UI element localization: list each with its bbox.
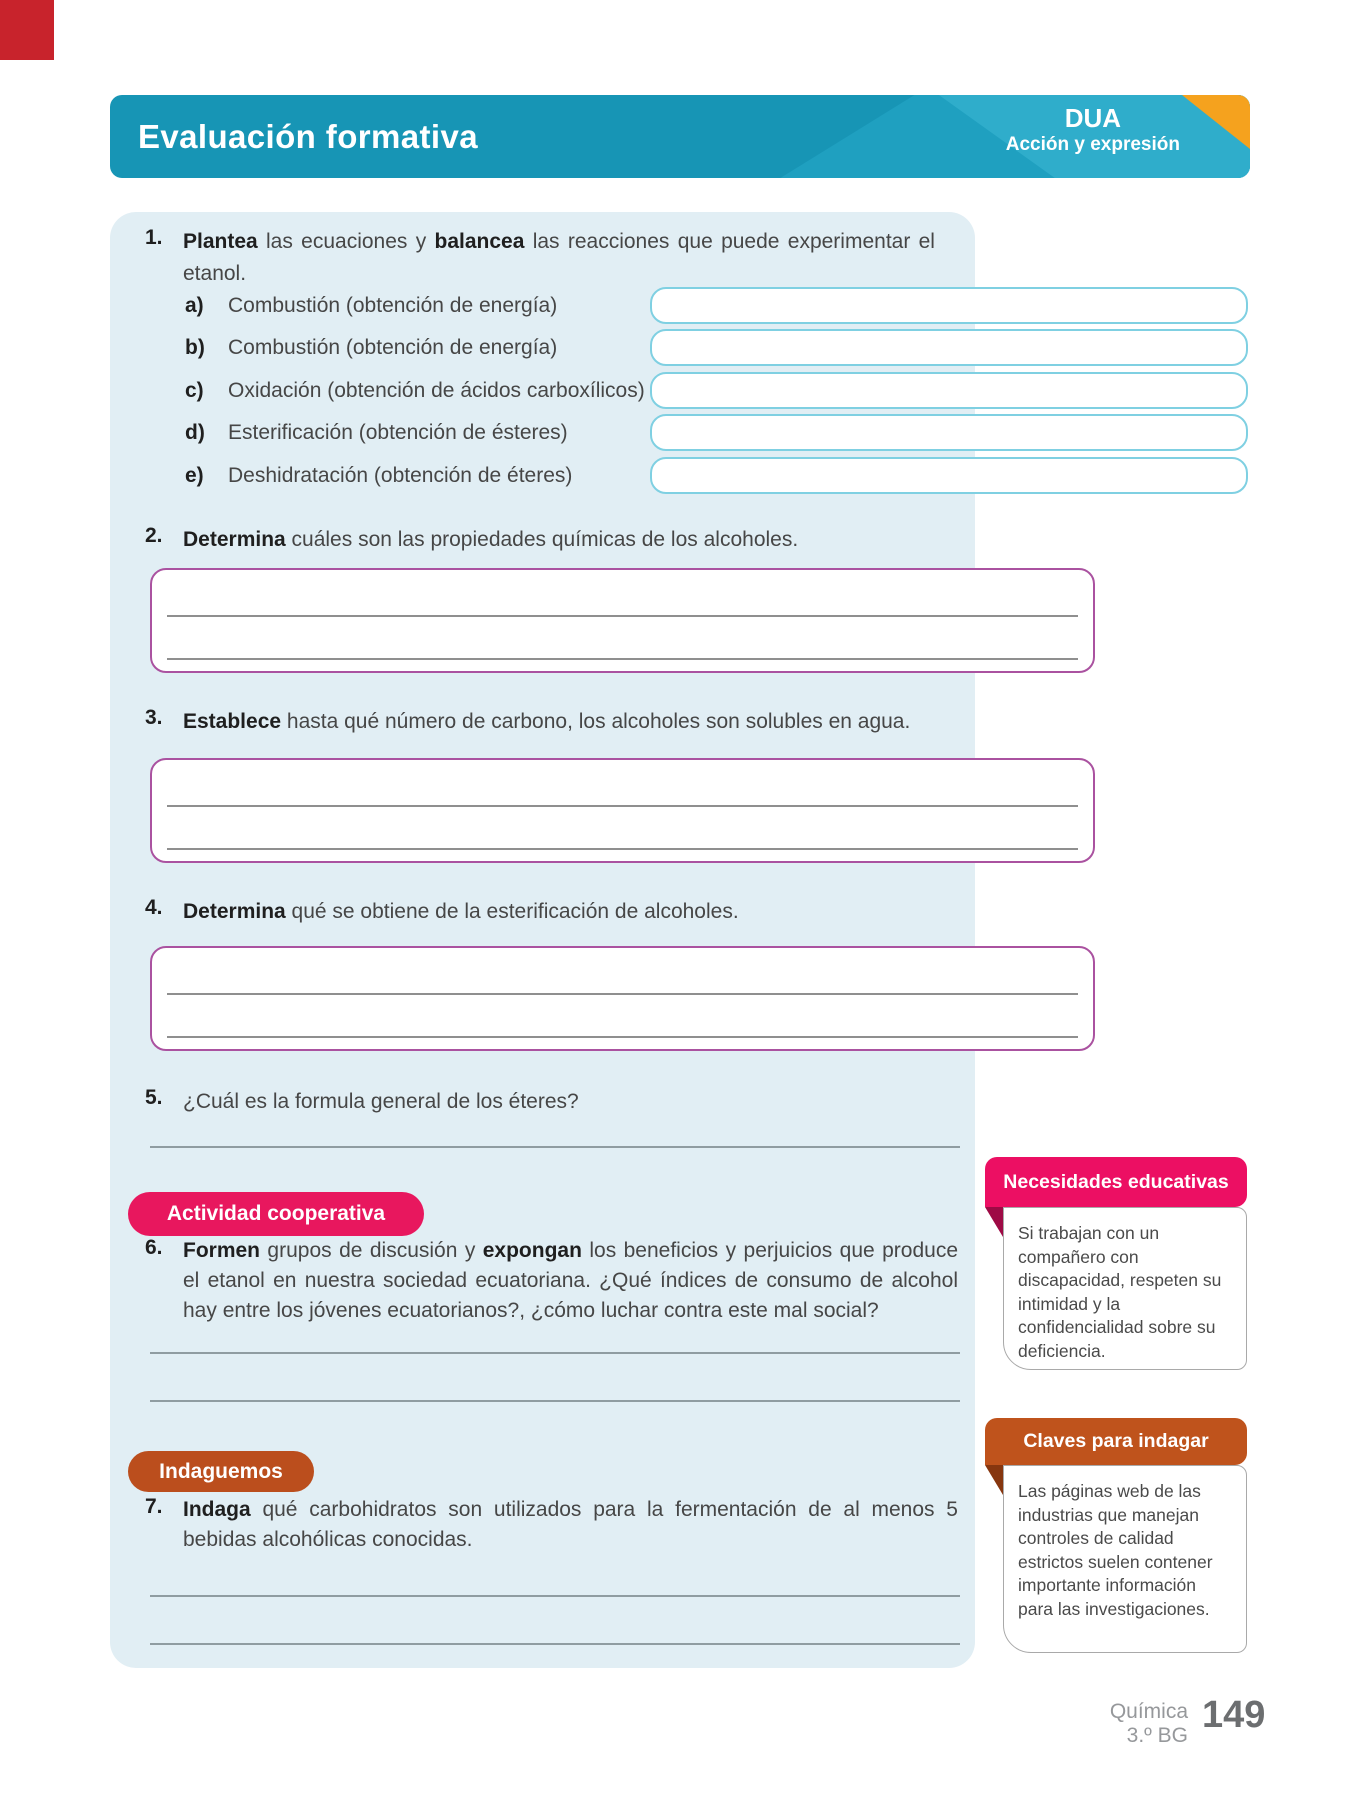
- question-1-bold-2: balancea: [434, 230, 525, 253]
- question-6-seg-1: grupos de discusión y: [260, 1239, 483, 1262]
- footer-subject-block: [1040, 1700, 1188, 1748]
- question-1-seg-1: las ecuaciones y: [257, 230, 435, 253]
- page-title: Evaluación formativa: [138, 117, 478, 155]
- question-5-text: [183, 1086, 935, 1118]
- item-a-text: Combustión (obtención de energía): [228, 294, 558, 317]
- question-7-text: [183, 1495, 958, 1555]
- question-4-answer-box[interactable]: [150, 946, 1095, 1051]
- question-7-seg: qué carbohidratos son utilizados para la fermentación de al menos 5 bebidas alcohólicas conocidas.: [183, 1498, 958, 1551]
- educational-needs-fold: [985, 1207, 1003, 1237]
- item-a-answer-box[interactable]: [650, 287, 1248, 324]
- footer-grade: 3.º BG: [1126, 1724, 1188, 1747]
- cooperative-activity-label: Actividad cooperativa: [166, 1202, 386, 1225]
- item-c-label: c): [185, 379, 204, 402]
- question-6-text: [183, 1236, 958, 1326]
- educational-needs-callout-header: [985, 1157, 1247, 1207]
- question-5-number: 5.: [145, 1086, 163, 1109]
- item-b-label: b): [185, 336, 205, 359]
- question-3-seg: hasta qué número de carbono, los alcoholes son solubles en agua.: [281, 710, 911, 733]
- header-band: [110, 95, 1250, 178]
- dua-subtitle: Acción y expresión: [1005, 133, 1180, 155]
- inquiry-keys-callout-header: [985, 1418, 1247, 1465]
- question-2-text: [183, 524, 935, 556]
- question-2-number: 2.: [145, 524, 163, 547]
- ruled-line: [167, 615, 1078, 617]
- question-6-answer-line-1[interactable]: [150, 1352, 960, 1354]
- question-3-answer-box[interactable]: [150, 758, 1095, 863]
- item-d-label: d): [185, 421, 205, 444]
- question-6-seg-2: los beneficios y perjuicios que produce el etanol en nuestra sociedad ecuatoriana. ¿Qué índices de consumo de alcohol hay entre los jóvenes ecuatorianos?, ¿cómo luchar contra este mal social?: [183, 1239, 959, 1322]
- question-1-seg-2: las reacciones que puede experimentar el etanol.: [183, 230, 935, 285]
- question-6-bold-2: expongan: [482, 1239, 582, 1262]
- inquiry-badge: [128, 1451, 314, 1492]
- inquiry-keys-title: Claves para indagar: [1023, 1430, 1209, 1452]
- question-3-bold: Establece: [183, 710, 282, 733]
- question-6-answer-line-2[interactable]: [150, 1400, 960, 1402]
- educational-needs-text: Si trabajan con un compañero con discapacidad, respeten su intimidad y la confidencialidad sobre su deficiencia.: [1018, 1223, 1222, 1361]
- item-e-answer-box[interactable]: [650, 457, 1248, 494]
- ruled-line: [167, 993, 1078, 995]
- ruled-line: [167, 805, 1078, 807]
- question-2-answer-box[interactable]: [150, 568, 1095, 673]
- cooperative-activity-badge: [128, 1192, 424, 1236]
- page-number: 149: [1202, 1694, 1266, 1736]
- question-1-text: [183, 226, 935, 290]
- question-7-bold: Indaga: [183, 1498, 251, 1521]
- item-e-text: Deshidratación (obtención de éteres): [228, 464, 573, 487]
- question-6-number: 6.: [145, 1236, 163, 1259]
- corner-print-mark: [0, 0, 54, 60]
- question-3-text: [183, 706, 935, 738]
- item-d-answer-box[interactable]: [650, 414, 1248, 451]
- question-4-text: [183, 896, 935, 928]
- dua-title: DUA: [1064, 103, 1122, 133]
- question-2-bold: Determina: [183, 528, 286, 551]
- item-a-label: a): [185, 294, 204, 317]
- inquiry-keys-fold: [985, 1465, 1003, 1495]
- question-4-seg: qué se obtiene de la esterificación de alcoholes.: [285, 900, 739, 923]
- inquiry-badge-label: Indaguemos: [159, 1459, 283, 1483]
- question-1-bold-1: Plantea: [183, 230, 258, 253]
- question-7-answer-line-1[interactable]: [150, 1595, 960, 1597]
- question-4-bold: Determina: [183, 900, 286, 923]
- inquiry-keys-text: Las páginas web de las industrias que manejan controles de calidad estrictos suelen contener importante información para las investigaciones.: [1018, 1481, 1213, 1619]
- inquiry-keys-body: [1003, 1465, 1247, 1653]
- item-c-text: Oxidación (obtención de ácidos carboxílicos): [228, 379, 645, 402]
- question-7-answer-line-2[interactable]: [150, 1643, 960, 1645]
- item-b-answer-box[interactable]: [650, 329, 1248, 366]
- item-e-label: e): [185, 464, 204, 487]
- ruled-line: [167, 1036, 1078, 1038]
- ruled-line: [167, 848, 1078, 850]
- question-7-number: 7.: [145, 1495, 163, 1518]
- question-6-bold-1: Formen: [183, 1239, 261, 1262]
- question-5-seg: ¿Cuál es la formula general de los éteres?: [183, 1090, 579, 1113]
- dua-block: [1006, 104, 1180, 156]
- ruled-line: [167, 658, 1078, 660]
- item-b-text: Combustión (obtención de energía): [228, 336, 558, 359]
- question-3-number: 3.: [145, 706, 163, 729]
- question-5-answer-line[interactable]: [150, 1146, 960, 1148]
- question-1-number: 1.: [145, 226, 163, 249]
- educational-needs-body: [1003, 1207, 1247, 1370]
- item-c-answer-box[interactable]: [650, 372, 1248, 409]
- question-4-number: 4.: [145, 896, 163, 919]
- educational-needs-title: Necesidades educativas: [1003, 1170, 1229, 1193]
- item-d-text: Esterificación (obtención de ésteres): [228, 421, 568, 444]
- footer-subject: Química: [1109, 1700, 1188, 1723]
- question-2-seg: cuáles son las propiedades químicas de los alcoholes.: [285, 528, 799, 551]
